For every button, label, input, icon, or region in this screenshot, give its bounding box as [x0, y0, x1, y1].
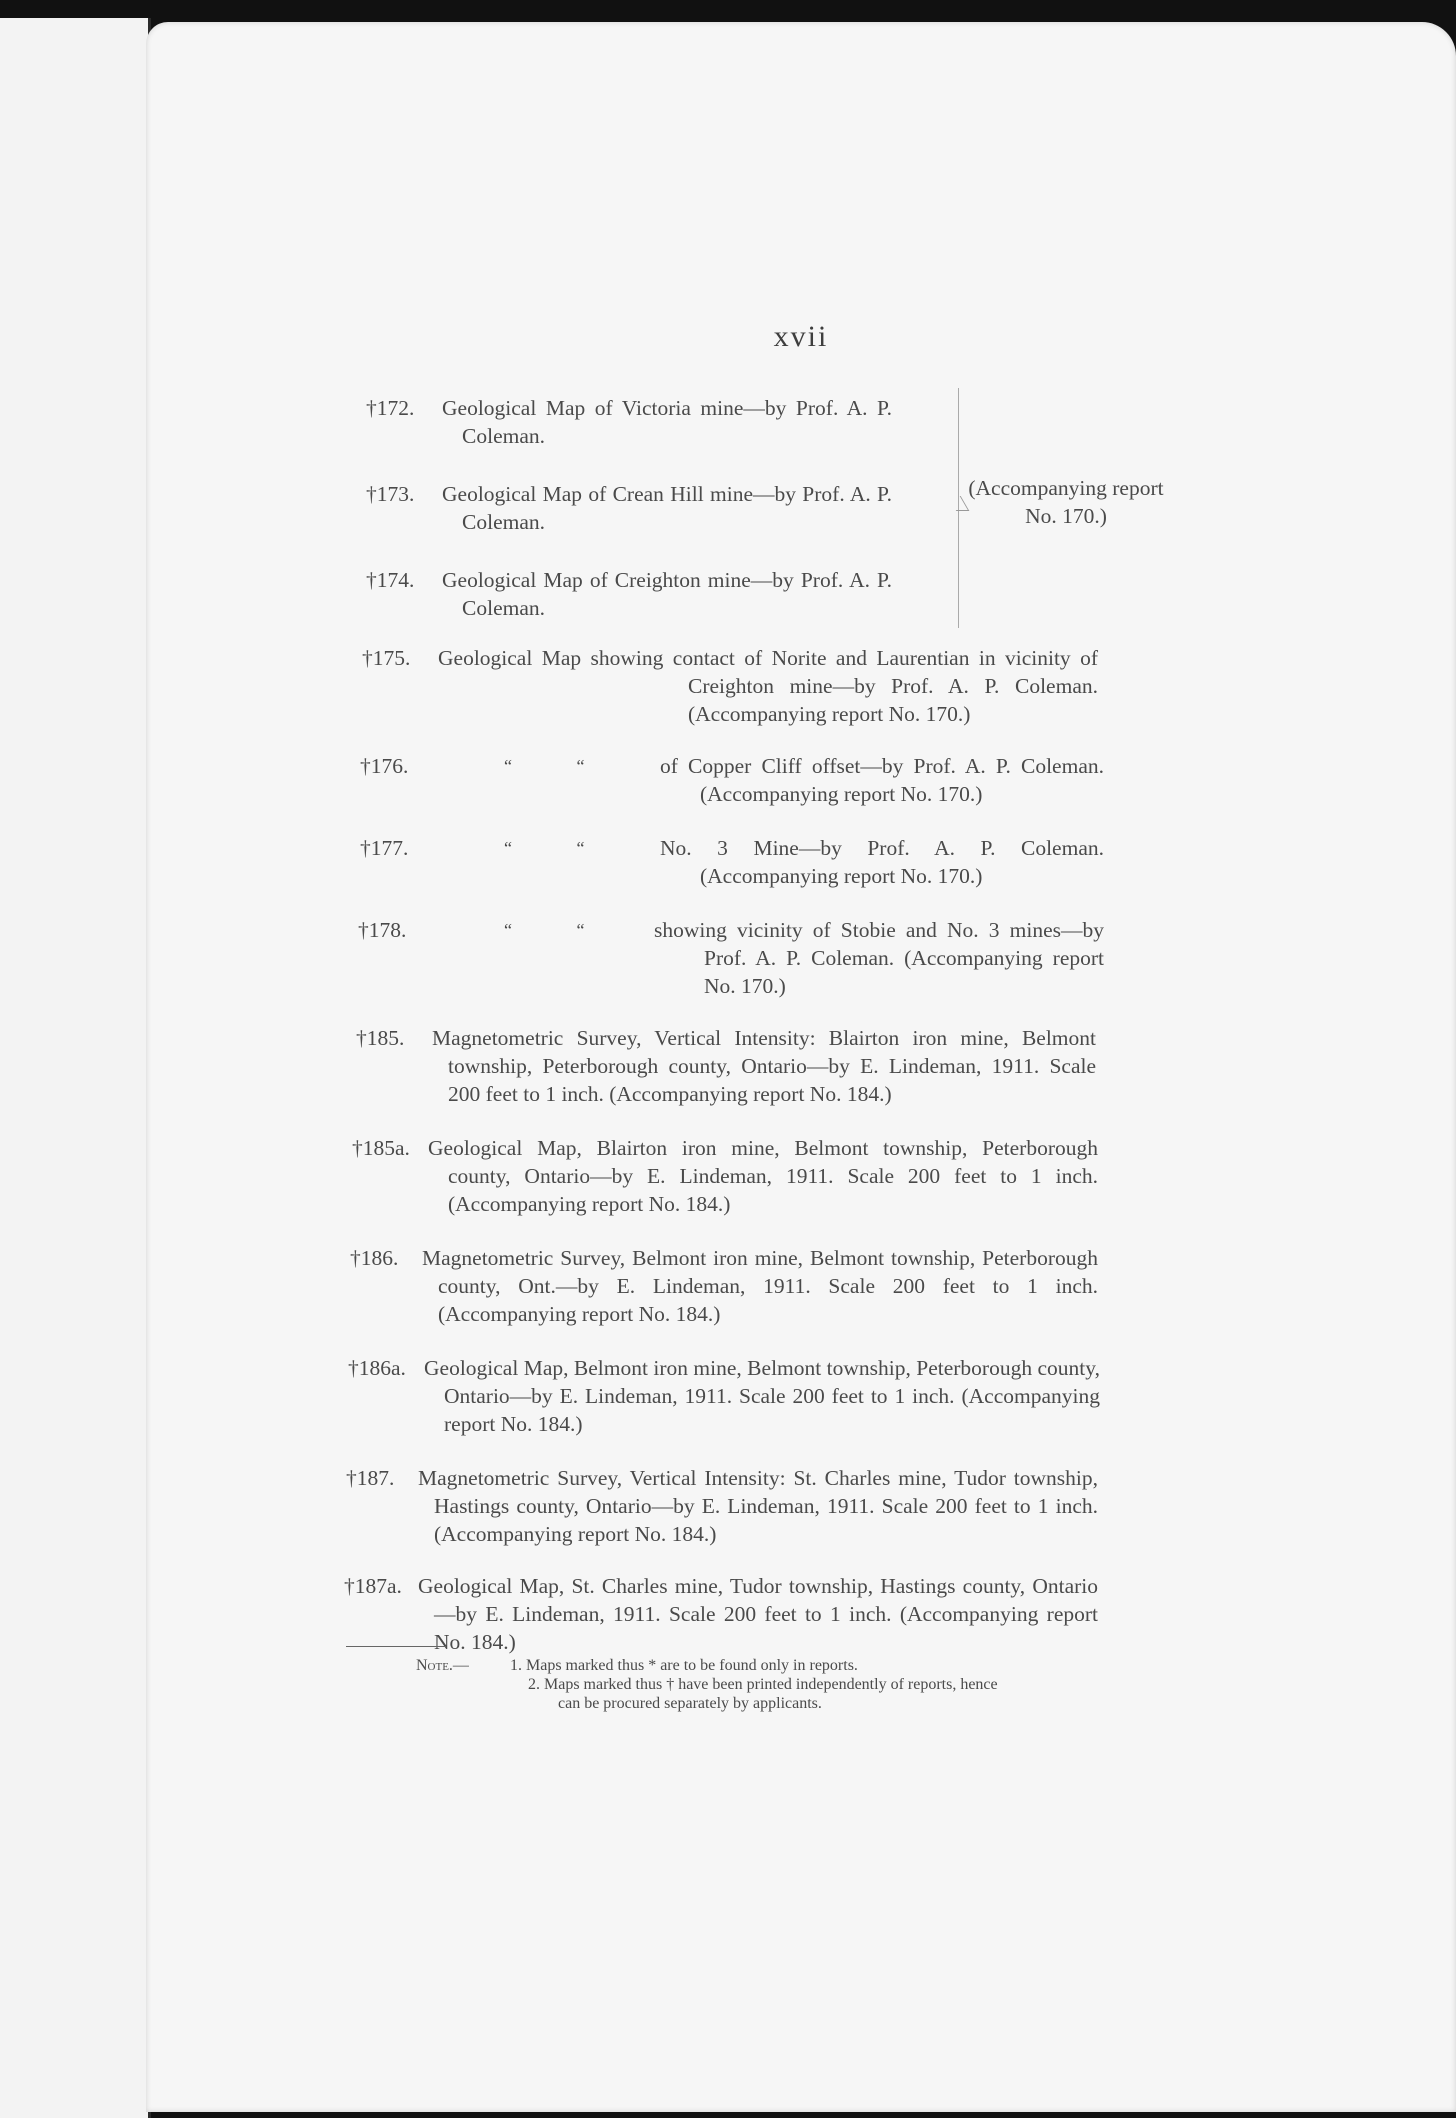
entry-text: Geological Map, Belmont iron mine, Belmont township, Peterborough county, Ontario—by E. Lindeman, 1911. Scale 200 feet to 1 inch. (Accompanying report No. 184.): [424, 1356, 1100, 1436]
entry-number: †185a.: [352, 1136, 410, 1160]
entry-text: Geological Map, Blairton iron mine, Belmont township, Peterborough county, Ontario—by E. Lindeman, 1911. Scale 200 feet to 1 inch. (Accompanying report No. 184.): [428, 1136, 1098, 1216]
entry-text: No. 3 Mine—by Prof. A. P. Coleman. (Accompanying report No. 170.): [660, 836, 1104, 888]
entry-number: †186a.: [348, 1356, 406, 1380]
entry-number: †176.: [360, 754, 409, 778]
entry-text: Geological Map of Creighton mine—by Prof. A. P. Coleman.: [442, 568, 892, 620]
entry-number: †185.: [356, 1026, 405, 1050]
footnote-2: 2. Maps marked thus † have been printed independently of reports, hence: [528, 1676, 998, 1693]
entry-number: †186.: [350, 1246, 399, 1270]
footnote-2-continued: can be procured separately by applicants.: [558, 1695, 822, 1712]
entry-number: †174.: [366, 568, 415, 592]
entry-text: Geological Map, St. Charles mine, Tudor township, Hastings county, Ontario—by E. Lindeman, 1911. Scale 200 feet to 1 inch. (Accompanying report No. 184.): [418, 1574, 1098, 1654]
entry-text: Geological Map of Crean Hill mine—by Prof. A. P. Coleman.: [442, 482, 892, 534]
page-number: xvii: [773, 320, 829, 353]
entry-number: †178.: [358, 918, 407, 942]
footnote-1: 1. Maps marked thus * are to be found only in reports.: [510, 1657, 858, 1674]
entry-text: Magnetometric Survey, Vertical Intensity: Blairton iron mine, Belmont township, Peterborough county, Ontario—by E. Lindeman, 1911. Scale 200 feet to 1 inch. (Accompanying report No. 184.): [432, 1026, 1096, 1106]
grouped-report-note: (Accompanying report No. 170.): [968, 476, 1164, 528]
ditto-marks: “ “: [504, 838, 585, 858]
entry-text: showing vicinity of Stobie and No. 3 mines—by Prof. A. P. Coleman. (Accompanying report No. 170.): [654, 918, 1104, 998]
ditto-marks: “ “: [504, 756, 585, 776]
entry-text: Geological Map showing contact of Norite and Laurentian in vicinity of Creighton mine—by Prof. A. P. Coleman. (Accompanying report No. 170.): [438, 646, 1098, 726]
ditto-marks: “ “: [504, 920, 585, 940]
entry-number: †172.: [366, 396, 415, 420]
entry-text: Geological Map of Victoria mine—by Prof. A. P. Coleman.: [442, 396, 892, 448]
left-page-edge: [0, 18, 151, 2118]
entry-number: †187a.: [344, 1574, 402, 1598]
entry-number: †173.: [366, 482, 415, 506]
footnote-label: Note.—: [416, 1657, 469, 1674]
entry-text: Magnetometric Survey, Belmont iron mine, Belmont township, Peterborough county, Ont.—by E. Lindeman, 1911. Scale 200 feet to 1 inch. (Accompanying report No. 184.): [422, 1246, 1098, 1326]
entry-number: †187.: [346, 1466, 395, 1490]
entry-number: †175.: [362, 646, 411, 670]
entry-number: †177.: [360, 836, 409, 860]
entry-text: of Copper Cliff offset—by Prof. A. P. Coleman. (Accompanying report No. 170.): [660, 754, 1104, 806]
book-page: [146, 22, 1456, 2112]
footnote-rule: [346, 1646, 446, 1647]
footnotes: [416, 1656, 1316, 1713]
entry-text: Magnetometric Survey, Vertical Intensity: St. Charles mine, Tudor township, Hastings county, Ontario—by E. Lindeman, 1911. Scale 200 feet to 1 inch. (Accompanying report No. 184.): [418, 1466, 1098, 1546]
